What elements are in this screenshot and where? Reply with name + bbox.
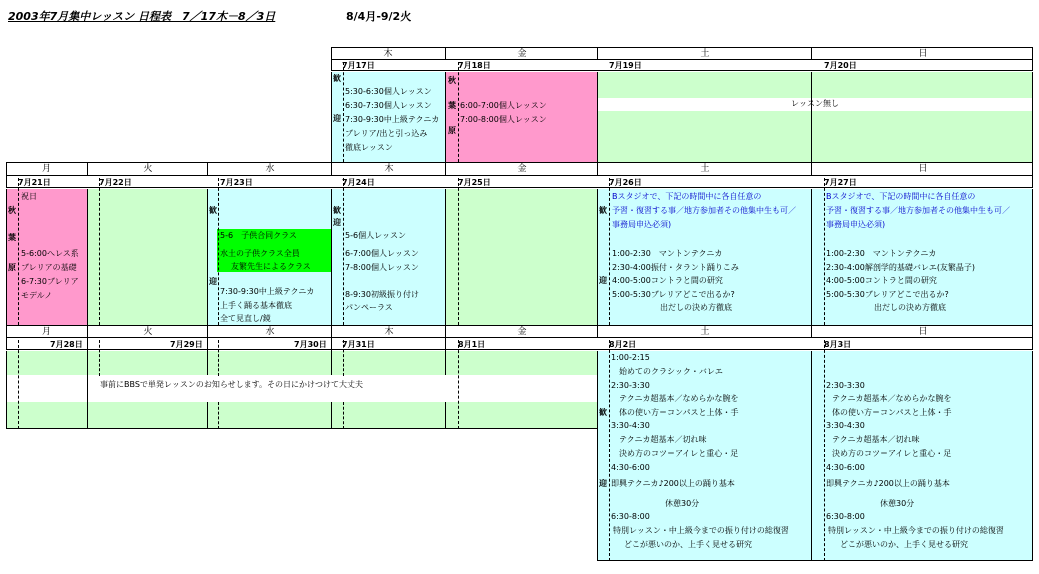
- week2-wed-green-1: 5-6 子供合同クラス: [220, 231, 297, 240]
- week1-weekend-cell: [597, 72, 1033, 162]
- week2-fri-date: 7月25日: [458, 178, 491, 187]
- week3-sat-line-11: 休憩30分: [665, 499, 700, 508]
- week2-mon-side-3: 原: [8, 263, 16, 272]
- week3-sat-side-1: 歓: [599, 408, 607, 417]
- week2-sat-blue-2: 予習・復習する事／地方参加者その他集中生も可／: [612, 206, 796, 215]
- week3-sun-line-12: どこが悪いのか、上手く見せる研究: [840, 540, 968, 549]
- week2-tue-cell: [87, 189, 207, 325]
- week1-fri-side-3: 原: [448, 126, 456, 135]
- week3-tue-header: 火: [87, 326, 208, 338]
- week2-thu-line-5: パンペーラス: [345, 303, 393, 312]
- week2-tue-header: 火: [87, 163, 208, 175]
- week2-wed-header: 水: [207, 163, 332, 175]
- week3-sun-line-6: 決め方のコツ＝アイレと重心・足: [832, 449, 952, 458]
- week3-sat-line-6: 3:30-4:30: [611, 421, 650, 430]
- week2-sat-line-3: 4:00-5:00コントラと間の研究: [612, 276, 723, 285]
- week3-sat-line-7: テクニカ超基本／切れ味: [619, 435, 707, 444]
- week3-sun-date: 8月3日: [824, 340, 852, 349]
- week3-wed-date: 7月30日: [294, 340, 327, 349]
- week2-sat-side-1: 歓: [599, 206, 607, 215]
- week2-date-row: [6, 176, 1033, 188]
- week2-thu-line-4: 8-9:30初級振り付け: [345, 290, 419, 299]
- week3-fri-date: 8月1日: [458, 340, 486, 349]
- week3-fri-header: 金: [445, 326, 598, 338]
- week3-sat-line-14: どこが悪いのか、上手く見せる研究: [624, 540, 752, 549]
- week1-sat-header: 土: [597, 48, 812, 60]
- week3-sat-line-1: 1:00-2:15: [611, 353, 650, 362]
- week2-wed-line-1: 7:30-9:30中上級テクニカ: [220, 287, 315, 296]
- week3-sun-line-2: テクニカ超基本／なめらかな腕を: [832, 394, 952, 403]
- week2-thu-line-1: 5-6個人レッスン: [345, 231, 406, 240]
- week3-sun-line-9: 休憩30分: [880, 499, 915, 508]
- week2-tue-date: 7月22日: [99, 178, 132, 187]
- week3-sun-line-8: 即興テクニカ♪200以上の踊り基本: [826, 479, 950, 488]
- week2-wed-green-3: 友繁先生によるクラス: [231, 262, 311, 271]
- week2-mon-line-1: 祝日: [21, 192, 37, 201]
- week2-sat-line-1: 1:00-2:30 マントンテクニカ: [612, 249, 723, 258]
- week2-thu-date: 7月24日: [342, 178, 375, 187]
- week2-wed-side-2: 迎: [209, 277, 217, 286]
- week1-fri-side-2: 葉: [448, 101, 456, 110]
- week3-sat-line-13: 特別レッスン・中上級今までの振り付けの総復習: [613, 526, 789, 535]
- week2-sat-header: 土: [597, 163, 812, 175]
- week1-thu-header: 木: [383, 49, 393, 59]
- week2-sat-line-2: 2:30-4:00振付・タラント踊りこみ: [612, 263, 739, 272]
- week3-date-row: [6, 338, 1033, 350]
- week2-mon-line-5: モデルノ: [21, 291, 53, 300]
- week3-sat-date: 8月2日: [609, 340, 637, 349]
- week3-sat-line-8: 決め方のコツ＝アイレと重心・足: [619, 449, 739, 458]
- week2-wed-side-1: 歓: [209, 206, 217, 215]
- week2-wed-line-2: 上手く踊る基本徹底: [220, 301, 292, 310]
- week3-sat-line-9: 4:30-6:00: [611, 463, 650, 472]
- week1-sat-date: 7月19日: [609, 61, 642, 70]
- week3-sat-header: 土: [597, 326, 812, 338]
- week3-sat-line-4: テクニカ超基本／なめらかな腕を: [619, 394, 739, 403]
- week2-sun-line-4: 5:00-5:30ブレリアどこで出るか?: [826, 290, 949, 299]
- week3-mon-date: 7月28日: [50, 340, 83, 349]
- week1-fri-line-2: 7:00-8:00個人レッスン: [460, 115, 547, 124]
- week2-mon-side-1: 秋: [8, 206, 16, 215]
- week1-date-row: [331, 60, 1033, 71]
- week2-sat-line-4: 5:00-5:30ブレリアどこで出るか?: [612, 290, 735, 299]
- week2-mon-line-3: ブレリアの基礎: [21, 263, 77, 272]
- week2-sun-blue-3: 事務局申込必須): [826, 220, 886, 229]
- week2-sat-blue-3: 事務局申込必須): [612, 220, 672, 229]
- week3-sun-line-7: 4:30-6:00: [826, 463, 865, 472]
- week2-mon-line-4: 6-7:30ブレリア: [21, 277, 79, 286]
- week2-mon-side-2: 葉: [8, 233, 16, 242]
- week3-wed-header: 水: [207, 326, 332, 338]
- week2-mon-date: 7月21日: [18, 178, 51, 187]
- week1-sun-date: 7月20日: [824, 61, 857, 70]
- week3-sun-line-11: 特別レッスン・中上級今までの振り付けの総復習: [828, 526, 1004, 535]
- week1-thu-line-4: ブレリア/出と引っ込み: [345, 129, 428, 138]
- week2-thu-line-2: 6-7:00個人レッスン: [345, 249, 419, 258]
- week3-mon-header: 月: [41, 327, 51, 337]
- week1-thu-side-1: 歓: [333, 74, 341, 83]
- week2-sun-date: 7月27日: [824, 178, 857, 187]
- week1-thu-line-5: 徹底レッスン: [345, 143, 393, 152]
- week2-thu-side-1: 歓: [333, 206, 341, 215]
- week2-thu-side-2: 迎: [333, 218, 341, 227]
- week1-sun-header: 日: [811, 48, 1034, 60]
- week1-thu-date: 7月17日: [342, 61, 375, 70]
- week3-notice: 事前にBBSで単発レッスンのお知らせします。その日にかけつけて大丈夫: [100, 380, 363, 389]
- week2-sun-line-3: 4:00-5:00コントラと間の研究: [826, 276, 937, 285]
- week1-fri-header: 金: [445, 48, 598, 60]
- week1-thu-line-3: 7:30-9:30中上級テクニカ: [345, 115, 440, 124]
- week2-sat-blue-1: Bスタジオで、下記の時間中に各自任意の: [612, 192, 762, 201]
- week2-sun-header: 日: [811, 163, 1034, 175]
- week2-sun-line-2: 2:30-4:00解剖学的基礎バレエ(友繁晶子): [826, 263, 976, 272]
- week3-sun-line-3: 体の使い方＝コンパスと上体・手: [832, 408, 952, 417]
- week2-wed-line-3: 全て見直し/鏡: [220, 314, 271, 323]
- week2-sun-blue-1: Bスタジオで、下記の時間中に各自任意の: [826, 192, 976, 201]
- week1-fri-line-1: 6:00-7:00個人レッスン: [460, 101, 547, 110]
- week2-sat-date: 7月26日: [609, 178, 642, 187]
- week1-thu-side-2: 迎: [333, 114, 341, 123]
- page-title: 2003年7月集中レッスン 日程表 7／17木－8／3日: [8, 10, 276, 23]
- week2-thu-header: 木: [331, 163, 446, 175]
- week3-sun-line-1: 2:30-3:30: [826, 381, 865, 390]
- week2-wed-date: 7月23日: [220, 178, 253, 187]
- week1-fri-side-1: 秋: [448, 76, 456, 85]
- week3-sun-line-5: テクニカ超基本／切れ味: [832, 435, 920, 444]
- week2-sat-side-2: 迎: [599, 276, 607, 285]
- week3-sat-side-2: 迎: [599, 479, 607, 488]
- week1-thu-line-1: 5:30-6:30個人レッスン: [345, 87, 432, 96]
- week3-sat-line-5: 体の使い方＝コンパスと上体・手: [619, 408, 739, 417]
- week3-sat-line-12: 6:30-8:00: [611, 512, 650, 521]
- week3-thu-date: 7月31日: [342, 340, 375, 349]
- week3-tue-date: 7月29日: [170, 340, 203, 349]
- week1-fri-date: 7月18日: [458, 61, 491, 70]
- week1-weekend-note: レッスン無し: [791, 99, 839, 108]
- week2-fri-header: 金: [445, 163, 598, 175]
- week2-fri-cell: [445, 189, 597, 325]
- week2-sat-line-5: 出だしの決め方徹底: [660, 303, 732, 312]
- week1-thu-line-2: 6:30-7:30個人レッスン: [345, 101, 432, 110]
- week3-thu-header: 木: [331, 326, 446, 338]
- week2-thu-line-3: 7-8:00個人レッスン: [345, 263, 419, 272]
- page-subtitle: 8/4月-9/2火: [346, 10, 412, 23]
- week2-sun-blue-2: 予習・復習する事／地方参加者その他集中生も可／: [826, 206, 1010, 215]
- week3-sat-line-2: 始めてのクラシック・バレエ: [619, 367, 723, 376]
- week3-sun-line-10: 6:30-8:00: [826, 512, 865, 521]
- week3-sun-line-4: 3:30-4:30: [826, 421, 865, 430]
- week2-wed-green-2: 水土の子供クラス全員: [220, 249, 300, 258]
- week3-sun-header: 日: [811, 326, 1034, 338]
- week3-sat-line-3: 2:30-3:30: [611, 381, 650, 390]
- week2-mon-header: 月: [41, 164, 51, 174]
- week3-sat-line-10: 即興テクニカ♪200以上の踊り基本: [611, 479, 735, 488]
- week2-mon-line-2: 5-6:00へレス系: [21, 249, 79, 258]
- week2-sun-line-5: 出だしの決め方徹底: [874, 303, 946, 312]
- week2-sun-line-1: 1:00-2:30 マントンテクニカ: [826, 249, 937, 258]
